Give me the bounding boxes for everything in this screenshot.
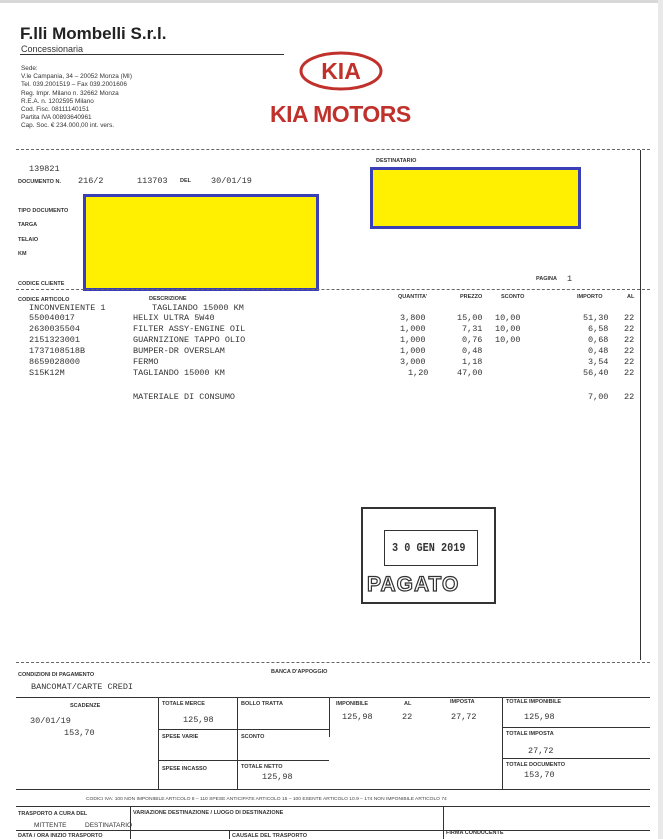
sconto-label: SCONTO bbox=[241, 734, 265, 740]
address-line: Cod. Fisc. 08111140151 bbox=[21, 106, 90, 114]
footer-row-rule bbox=[158, 760, 329, 761]
variazione-label: VARIAZIONE DESTINAZIONE / LUOGO DI DESTINAZIONE bbox=[133, 810, 284, 816]
address-line: Reg. Impr. Milano n. 32662 Monza bbox=[21, 89, 119, 97]
footer-row-rule bbox=[502, 727, 650, 728]
imponibile-value: 125,98 bbox=[342, 712, 373, 722]
cell-al: 22 bbox=[624, 392, 635, 402]
company-address bbox=[21, 65, 132, 131]
col-header-descrizione: DESCRIZIONE bbox=[149, 296, 187, 302]
cell-quantita: 3,800 bbox=[400, 313, 426, 323]
address-line: R.E.A. n. 1202595 Milano bbox=[21, 97, 94, 105]
footer-col-divider bbox=[229, 830, 230, 839]
spese-varie-label: SPESE VARIE bbox=[162, 734, 199, 740]
cell-descrizione: GUARNIZIONE TAPPO OLIO bbox=[133, 335, 246, 345]
cell-sconto: 10,00 bbox=[495, 335, 521, 345]
documento-number: 216/2 bbox=[78, 176, 104, 186]
cell-importo: 7,00 bbox=[588, 392, 609, 402]
cell-al: 22 bbox=[624, 324, 635, 334]
codici-iva-note: CODICI IVA: 100 NON IMPONIBILE ARTICOLO 8 – 110 SPESE ANTICIPATE ARTICOLO 15 – 100 ESENTE ARTICOLO 10.9 – 174 NON IMPONIBILE ARTICOLO 74 bbox=[86, 797, 447, 802]
totale-imposta-label: TOTALE IMPOSTA bbox=[506, 731, 554, 737]
stamp-date: 3 0 GEN 2019 bbox=[392, 541, 466, 555]
codice-cliente-label: CODICE CLIENTE bbox=[18, 281, 65, 287]
cell-quantita: 1,20 bbox=[408, 368, 429, 378]
imposta-label: IMPOSTA bbox=[450, 699, 475, 705]
address-line: Sede: bbox=[21, 65, 38, 72]
documento-date: 30/01/19 bbox=[211, 176, 252, 186]
telaio-label: TELAIO bbox=[18, 237, 39, 243]
table-row bbox=[0, 324, 663, 335]
col-header-importo: IMPORTO bbox=[577, 294, 603, 300]
condizioni-label: CONDIZIONI DI PAGAMENTO bbox=[18, 672, 95, 678]
condizioni-value: BANCOMAT/CARTE CREDI bbox=[31, 682, 134, 692]
scadenze-date: 30/01/19 bbox=[30, 716, 71, 726]
address-line: Tel. 039.2001519 – Fax 039.2001606 bbox=[21, 81, 127, 89]
top-rule bbox=[16, 149, 650, 150]
cell-importo: 3,54 bbox=[588, 357, 609, 367]
address-line: Cap. Soc. € 234.000,00 int. vers. bbox=[21, 122, 115, 130]
table-row bbox=[0, 392, 663, 403]
cell-al: 22 bbox=[624, 346, 635, 356]
cell-descrizione: BUMPER-DR OVERSLAM bbox=[133, 346, 225, 356]
kia-logo-text: KIA bbox=[321, 58, 361, 84]
footer-rule bbox=[16, 830, 650, 831]
banca-label: BANCA D'APPOGGIO bbox=[271, 669, 328, 675]
cell-prezzo: 1,18 bbox=[462, 357, 483, 367]
footer-col-divider bbox=[329, 697, 330, 737]
table-row bbox=[0, 313, 663, 324]
cell-quantita: 1,000 bbox=[400, 346, 426, 356]
totale-netto-value: 125,98 bbox=[262, 772, 293, 782]
col-header-quantita: QUANTITA' bbox=[398, 294, 428, 300]
footer-col-divider bbox=[158, 697, 159, 789]
footer-row-rule bbox=[158, 729, 329, 730]
imponibile-label: IMPONIBILE bbox=[336, 701, 369, 707]
col-header-al: AL bbox=[627, 294, 635, 300]
bollo-label: BOLLO TRATTA bbox=[241, 701, 283, 707]
totale-imponibile-value: 125,98 bbox=[524, 712, 555, 722]
redacted-vehicle-info bbox=[83, 194, 319, 291]
totale-documento-value: 153,70 bbox=[524, 770, 555, 780]
stamp-label: PAGATO bbox=[367, 573, 460, 596]
cell-descrizione: HELIX ULTRA 5W40 bbox=[133, 313, 215, 323]
footer-rule bbox=[16, 806, 650, 807]
destinatario-label: DESTINATARIO bbox=[376, 158, 417, 164]
table-right-border bbox=[640, 150, 641, 660]
kia-logo bbox=[298, 50, 384, 92]
cell-quantita: 1,000 bbox=[400, 324, 426, 334]
cell-prezzo: 7,31 bbox=[462, 324, 483, 334]
cell-descrizione: FILTER ASSY-ENGINE OIL bbox=[133, 324, 246, 334]
col-header-sconto: SCONTO bbox=[501, 294, 525, 300]
cell-sconto: 10,00 bbox=[495, 324, 521, 334]
cell-sconto: 10,00 bbox=[495, 313, 521, 323]
cell-al: 22 bbox=[624, 368, 635, 378]
table-row bbox=[0, 335, 663, 346]
cell-al: 22 bbox=[624, 357, 635, 367]
totale-imposta-value: 27,72 bbox=[528, 746, 554, 756]
targa-label: TARGA bbox=[18, 222, 38, 228]
cell-al: 22 bbox=[624, 313, 635, 323]
cell-quantita: 3,000 bbox=[400, 357, 426, 367]
documento-label: DOCUMENTO N. bbox=[18, 179, 61, 185]
col-header-codice: CODICE ARTICOLO bbox=[18, 297, 70, 303]
table-bottom-rule bbox=[16, 662, 650, 663]
pagina-value: 1 bbox=[567, 274, 573, 284]
cell-descrizione: FERMO bbox=[133, 357, 159, 367]
company-subtitle-underline bbox=[20, 54, 284, 55]
cell-al: 22 bbox=[624, 335, 635, 345]
cell-importo: 56,40 bbox=[583, 368, 609, 378]
company-name: F.lli Mombelli S.r.l. bbox=[20, 24, 167, 43]
totale-imponibile-label: TOTALE IMPONIBILE bbox=[506, 699, 562, 705]
totale-merce-label: TOTALE MERCE bbox=[162, 701, 205, 707]
firma-label: FIRMA CONDUCENTE bbox=[446, 830, 504, 836]
cell-importo: 6,58 bbox=[588, 324, 609, 334]
trasporto-label: TRASPORTO A CURA DEL bbox=[18, 811, 88, 817]
footer-col-divider bbox=[130, 806, 131, 839]
cell-descrizione: TAGLIANDO 15000 KM bbox=[133, 368, 225, 378]
address-line: Partita IVA 00893640961 bbox=[21, 114, 92, 122]
data-ora-label: DATA / ORA INIZIO TRASPORTO bbox=[18, 833, 103, 839]
col-header-prezzo: PREZZO bbox=[460, 294, 483, 300]
cell-importo: 0,48 bbox=[588, 346, 609, 356]
km-label: KM bbox=[18, 251, 27, 257]
cell-codice: 2630035504 bbox=[29, 324, 81, 334]
cell-prezzo: 15,00 bbox=[457, 313, 483, 323]
table-row bbox=[0, 357, 663, 368]
totale-netto-label: TOTALE NETTO bbox=[241, 764, 283, 770]
kia-motors-wordmark: KIA MOTORS bbox=[270, 101, 411, 127]
tipo-documento-label: TIPO DOCUMENTO bbox=[18, 208, 69, 214]
cell-prezzo: 0,48 bbox=[462, 346, 483, 356]
cell-prezzo: 47,00 bbox=[457, 368, 483, 378]
pagina-label: PAGINA bbox=[536, 276, 557, 282]
trasporto-destinatario: DESTINATARIO bbox=[85, 822, 133, 829]
al-label: AL bbox=[404, 701, 412, 707]
cell-descrizione: TAGLIANDO 15000 KM bbox=[152, 303, 244, 313]
cell-codice: INCONVENIENTE 1 bbox=[29, 303, 106, 313]
scadenze-label: SCADENZE bbox=[70, 703, 101, 709]
cell-codice: 550040017 bbox=[29, 313, 75, 323]
cell-importo: 51,30 bbox=[583, 313, 609, 323]
cell-codice: S15K12M bbox=[29, 368, 65, 378]
documento-code: 113703 bbox=[137, 176, 168, 186]
page-edge-right bbox=[658, 0, 663, 839]
table-row bbox=[0, 346, 663, 357]
footer-col-divider bbox=[502, 697, 503, 789]
footer-rule bbox=[16, 697, 650, 698]
footer-col-divider bbox=[237, 697, 238, 789]
footer-row-rule bbox=[502, 758, 650, 759]
redacted-recipient bbox=[370, 167, 581, 229]
del-label: DEL bbox=[180, 178, 191, 184]
causale-label: CAUSALE DEL TRASPORTO bbox=[232, 833, 307, 839]
footer-rule bbox=[16, 789, 650, 790]
header-rule bbox=[16, 289, 650, 290]
spese-incasso-label: SPESE INCASSO bbox=[162, 766, 207, 772]
ref-number: 139821 bbox=[29, 164, 60, 174]
page-edge-top bbox=[0, 0, 663, 3]
totale-merce-value: 125,98 bbox=[183, 715, 214, 725]
address-line: V.le Campania, 34 – 20052 Monza (MI) bbox=[21, 73, 132, 81]
scadenze-amount: 153,70 bbox=[64, 728, 95, 738]
cell-quantita: 1,000 bbox=[400, 335, 426, 345]
trasporto-mittente: MITTENTE bbox=[34, 822, 67, 829]
footer-col-divider bbox=[443, 806, 444, 839]
cell-codice: 8659028000 bbox=[29, 357, 81, 367]
cell-prezzo: 0,76 bbox=[462, 335, 483, 345]
al-value: 22 bbox=[402, 712, 413, 722]
totale-documento-label: TOTALE DOCUMENTO bbox=[506, 762, 565, 768]
table-row bbox=[0, 368, 663, 379]
imposta-value: 27,72 bbox=[451, 712, 477, 722]
company-subtitle: Concessionaria bbox=[21, 44, 84, 54]
cell-codice: 1737108518B bbox=[29, 346, 86, 356]
cell-importo: 0,68 bbox=[588, 335, 609, 345]
cell-descrizione: MATERIALE DI CONSUMO bbox=[133, 392, 236, 402]
cell-codice: 2151323001 bbox=[29, 335, 81, 345]
